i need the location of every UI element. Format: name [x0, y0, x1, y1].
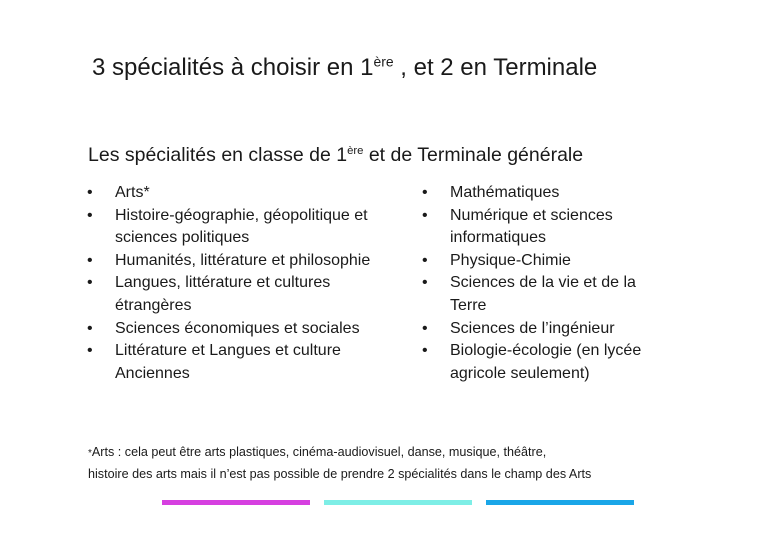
list-item: • Arts*: [87, 182, 387, 205]
list-item: • Humanités, littérature et philosophie: [87, 250, 387, 273]
title-superscript: ère: [373, 53, 394, 70]
title-text: 3 spécialités à choisir en 1: [92, 54, 374, 81]
list-item: • Sciences économiques et sociales: [87, 318, 387, 341]
decorative-bar-cyan: [324, 500, 472, 505]
decorative-bar-blue: [486, 500, 634, 505]
specialites-list-right: [422, 182, 670, 385]
list-item: • Biologie-écologie (en lycée agricole seulement): [422, 340, 670, 385]
decorative-bar-magenta: [162, 500, 310, 505]
section-subtitle: [88, 144, 583, 167]
arts-footnote: [88, 442, 688, 484]
list-item: • Sciences de l’ingénieur: [422, 318, 670, 341]
list-item: • Mathématiques: [422, 182, 670, 205]
footnote-line-1: [88, 442, 688, 464]
list-item: • Numérique et sciences informatiques: [422, 205, 670, 250]
subtitle-text: Les spécialités en classe de 1: [88, 144, 348, 166]
footnote-text-1: Arts : cela peut être arts plastiques, cinéma-audiovisuel, danse, musique, théâtre,: [91, 445, 547, 459]
list-item: • Histoire-géographie, géopolitique et sciences politiques: [87, 205, 387, 250]
subtitle-superscript: ère: [347, 145, 364, 157]
subtitle-text-end: et de Terminale générale: [363, 144, 584, 166]
list-item: • Physique-Chimie: [422, 250, 670, 273]
title-text-end: , et 2 en Terminale: [393, 54, 598, 81]
page-title: [92, 54, 597, 82]
list-item: • Sciences de la vie et de la Terre: [422, 272, 670, 317]
specialites-list-left: [87, 182, 387, 385]
list-item: • Langues, littérature et cultures étrangères: [87, 272, 387, 317]
footnote-line-2: histoire des arts mais il n’est pas possible de prendre 2 spécialités dans le champ des Arts: [88, 467, 592, 481]
footnote-asterisk: *: [88, 448, 92, 459]
list-item: • Littérature et Langues et culture Anciennes: [87, 340, 387, 385]
